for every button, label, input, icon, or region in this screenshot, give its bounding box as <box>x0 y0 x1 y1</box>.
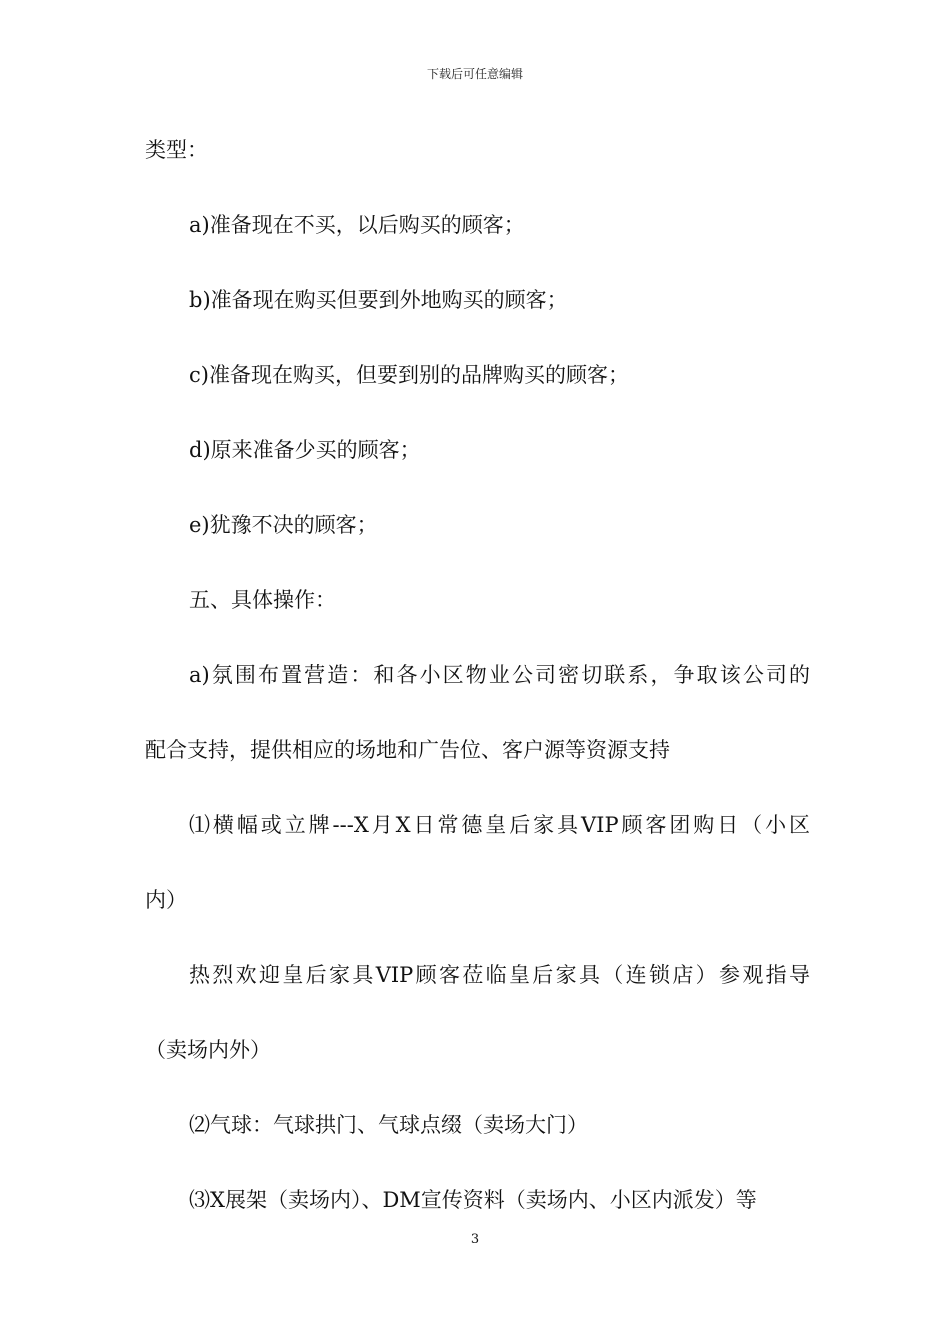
paragraph-line: 配合支持，提供相应的场地和广告位、客户源等资源支持 <box>145 738 670 762</box>
paragraph-line: c)准备现在购买，但要到别的品牌购买的顾客； <box>189 363 629 387</box>
paragraph-line: 热烈欢迎皇后家具VIP顾客莅临皇后家具（连锁店）参观指导 <box>189 963 810 987</box>
paragraph-line: 内） <box>145 888 187 912</box>
document-body <box>145 128 810 1253</box>
paragraph-line: （卖场内外） <box>145 1038 271 1062</box>
paragraph-line: d)原来准备少买的顾客； <box>189 438 421 462</box>
section-heading: 五、具体操作： <box>189 588 336 612</box>
paragraph-line: ⑶X展架（卖场内）、DM宣传资料（卖场内、小区内派发）等 <box>189 1188 757 1212</box>
paragraph-line: a)氛围布置营造：和各小区物业公司密切联系，争取该公司的 <box>189 663 810 687</box>
paragraph-line: a)准备现在不买，以后购买的顾客； <box>189 213 525 237</box>
page-number: 3 <box>470 1232 480 1247</box>
paragraph-line: 类型： <box>145 138 208 162</box>
paragraph-line: ⑴横幅或立牌---X月X日常德皇后家具VIP顾客团购日（小区 <box>189 813 810 837</box>
paragraph-line: e)犹豫不决的顾客； <box>189 513 378 537</box>
page-header: 下载后可任意编辑 <box>426 67 523 81</box>
paragraph-line: ⑵气球：气球拱门、气球点缀（卖场大门） <box>189 1113 588 1137</box>
paragraph-line: b)准备现在购买但要到外地购买的顾客； <box>189 288 568 312</box>
